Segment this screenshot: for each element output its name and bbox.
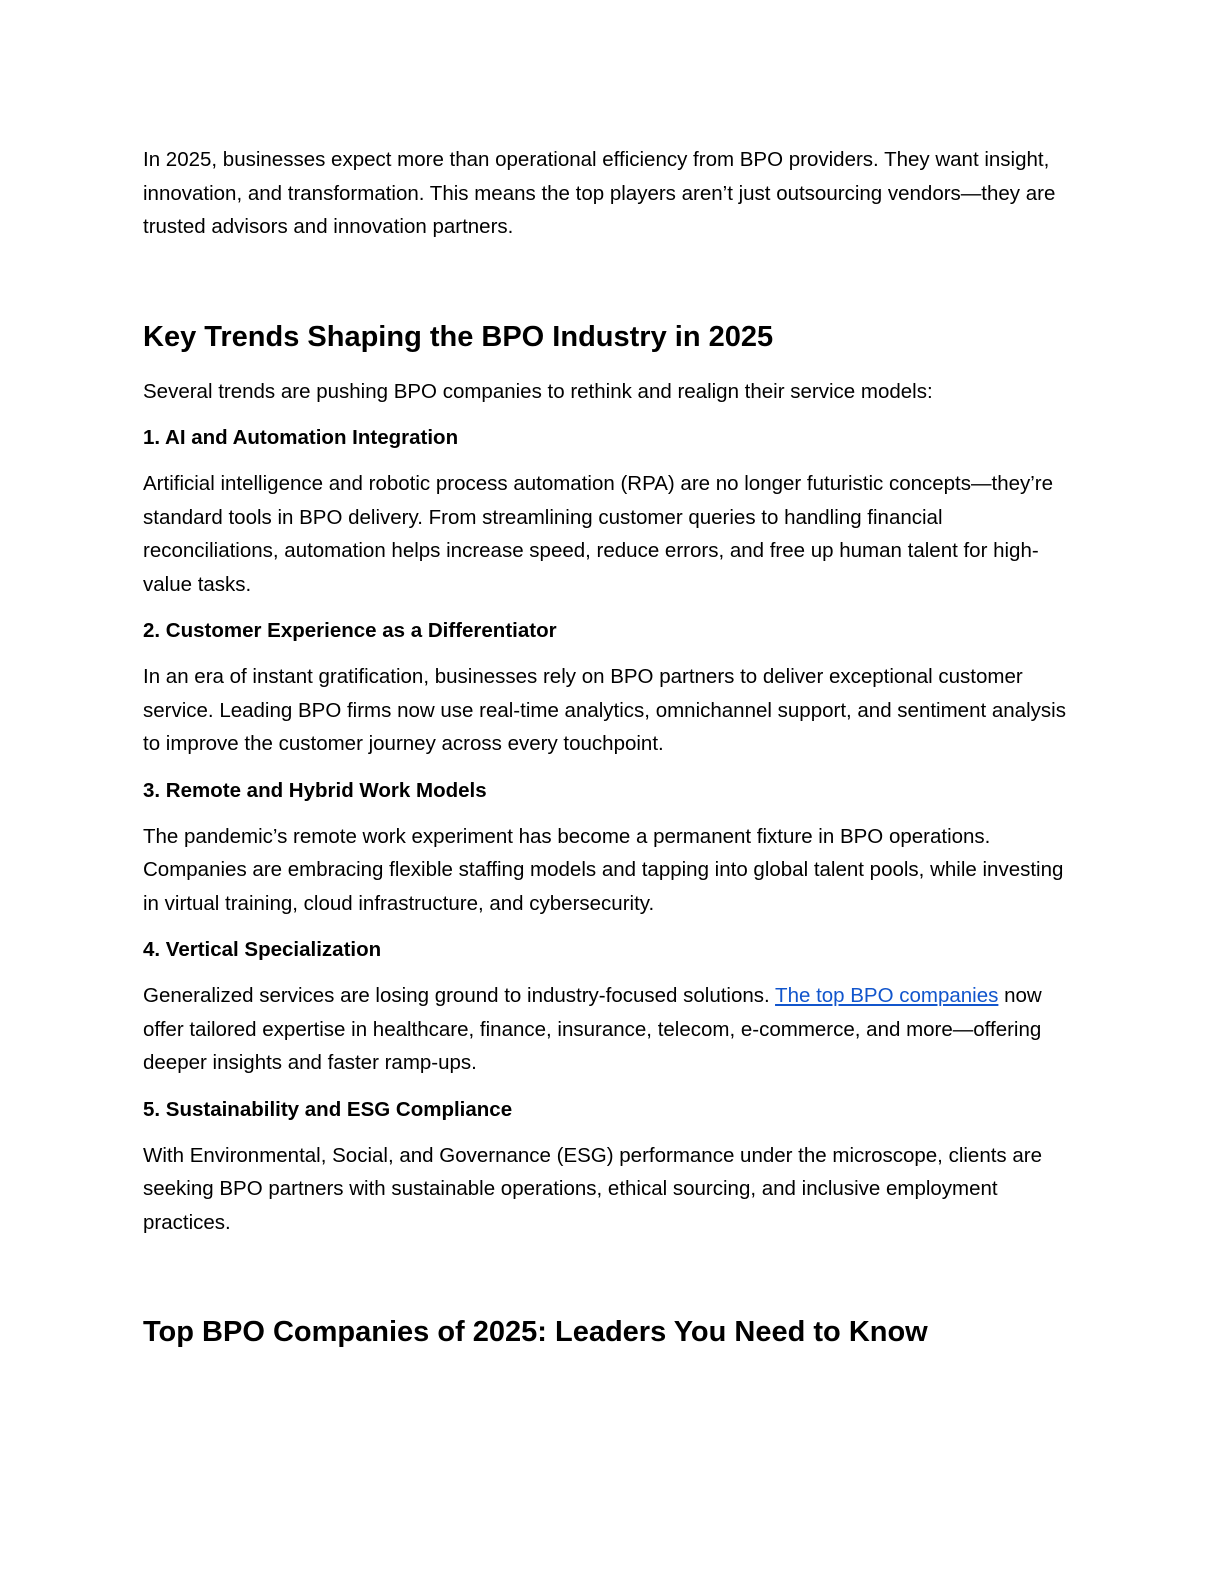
trend-1-title: 1. AI and Automation Integration xyxy=(143,426,459,449)
top-bpo-companies-link[interactable]: The top BPO companies xyxy=(775,984,999,1007)
trend-4-body-after: now offer tailored expertise in healthcare, finance, insurance, telecom, e-commerce, and more—offering deeper insights and faster ramp-ups. xyxy=(143,984,1042,1074)
trend-3-title: 3. Remote and Hybrid Work Models xyxy=(143,778,487,802)
trend-4-title: 4. Vertical Specialization xyxy=(143,938,382,961)
trend-2-body: In an era of instant gratification, businesses rely on BPO partners to deliver exceptional customer service. Leading BPO firms now use real-time analytics, omnichannel support, and sentiment analysis to improve the customer journey across every touchpoint. xyxy=(143,665,1066,755)
trend-5-body: With Environmental, Social, and Governance (ESG) performance under the microscope, clients are seeking BPO partners with sustainable operations, ethical sourcing, and inclusive employment practices. xyxy=(143,1143,1042,1234)
document-page xyxy=(143,143,1083,1352)
trend-1-body: Artificial intelligence and robotic process automation (RPA) are no longer futuristic concepts—they’re standard tools in BPO delivery. From streamlining customer queries to handling financial reconciliations, automation helps increase speed, reduce errors, and free up human talent for high-value tasks. xyxy=(143,472,1054,596)
trend-4-body-before: Generalized services are losing ground to industry-focused solutions. xyxy=(143,984,776,1007)
trends-lead-paragraph: Several trends are pushing BPO companies to rethink and realign their service models: xyxy=(143,379,933,403)
trend-3-body: The pandemic’s remote work experiment has become a permanent fixture in BPO operations. Companies are embracing flexible staffing models and tapping into global talent pools, while investing in virtual training, cloud infrastructure, and cybersecurity. xyxy=(143,824,1064,915)
trend-5-title: 5. Sustainability and ESG Compliance xyxy=(143,1097,513,1121)
trend-4-body xyxy=(143,979,1083,1080)
intro-paragraph: In 2025, businesses expect more than operational efficiency from BPO providers. They want insight, innovation, and transformation. This means the top players aren’t just outsourcing vendors—they are trusted advisors and innovation partners. xyxy=(143,148,1056,238)
trends-heading: Key Trends Shaping the BPO Industry in 2025 xyxy=(143,320,774,353)
companies-heading: Top BPO Companies of 2025: Leaders You Need to Know xyxy=(143,1316,928,1348)
trend-2-title: 2. Customer Experience as a Differentiator xyxy=(143,619,557,642)
